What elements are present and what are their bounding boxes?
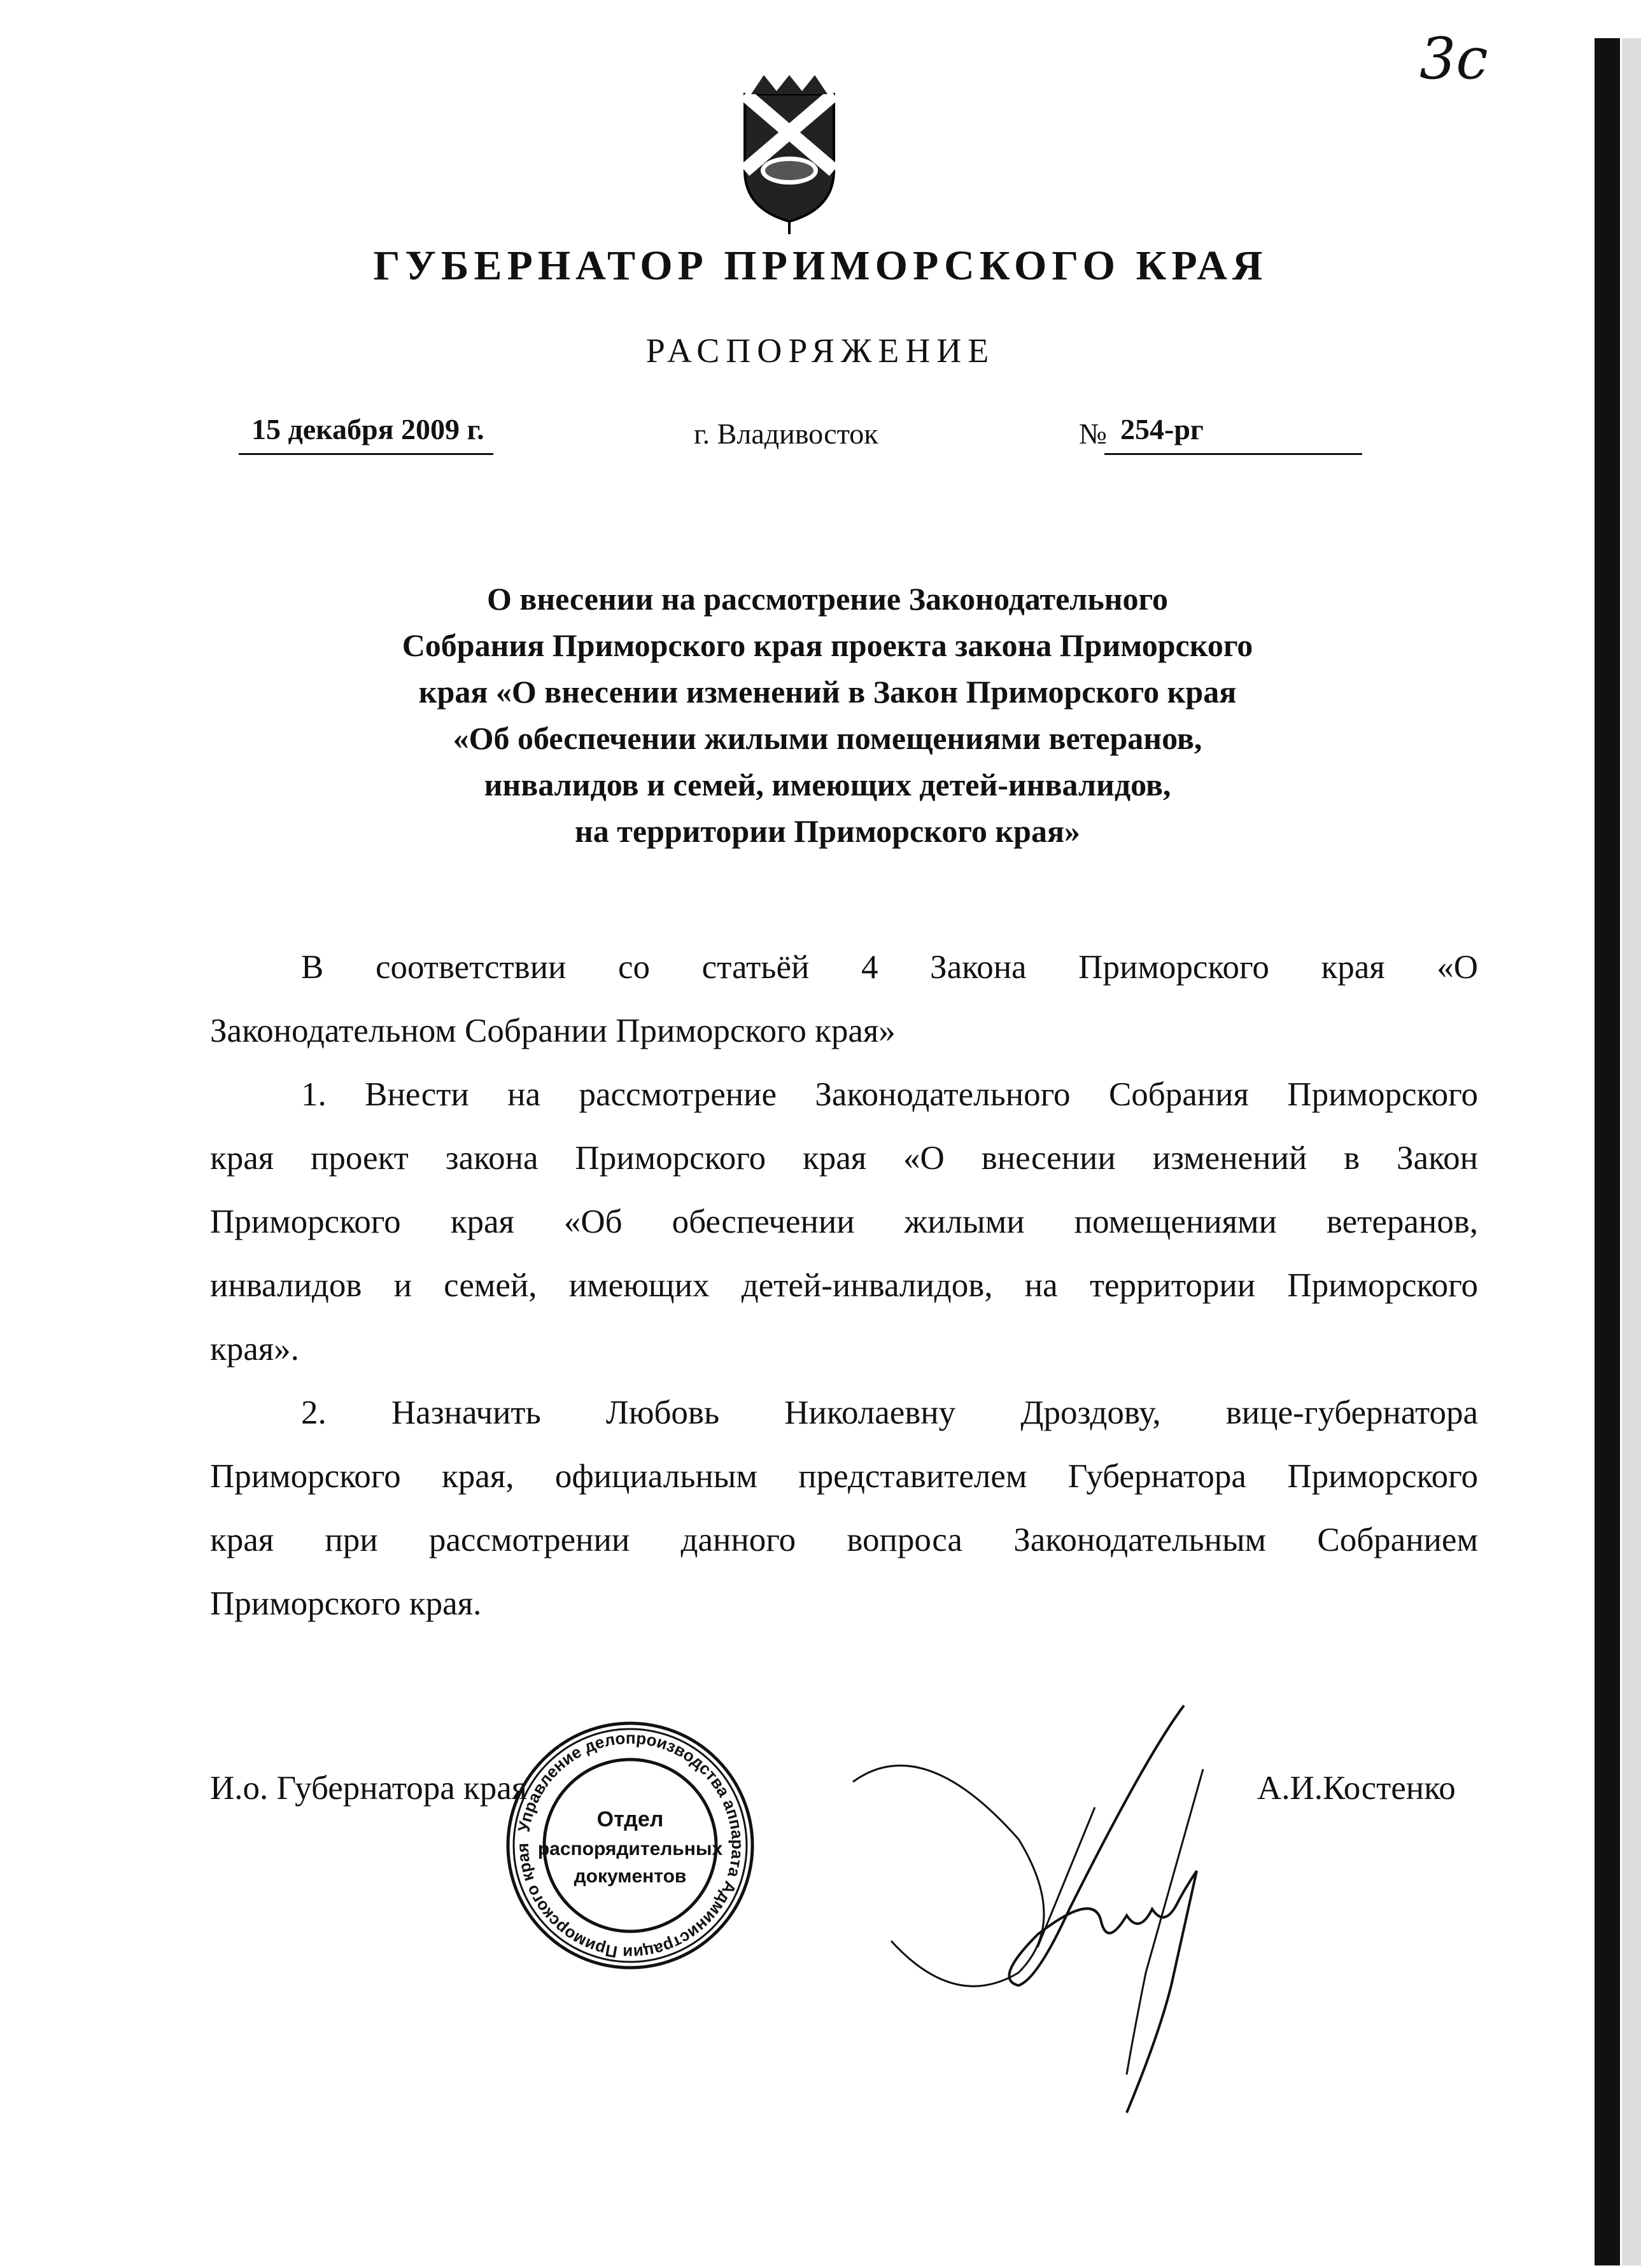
date-underline bbox=[239, 453, 493, 455]
handwritten-signature bbox=[828, 1680, 1273, 2125]
official-stamp bbox=[503, 1718, 757, 1973]
preamble-line: Законодательном Собрании Приморского края» bbox=[210, 1012, 896, 1049]
handwritten-page-note: 3с bbox=[1419, 25, 1488, 92]
heading-line: О внесении на рассмотрение Законодательного bbox=[486, 581, 1169, 617]
stamp-center-line: документов bbox=[574, 1866, 687, 1887]
stamp-center-line: распорядительных bbox=[537, 1838, 723, 1859]
number-underline bbox=[1104, 453, 1362, 455]
heading-line: Собрания Приморского края проекта закона Приморского bbox=[402, 627, 1253, 663]
item2-line: 2. Назначить Любовь Николаевну Дроздову, вице-губернатора bbox=[301, 1394, 1478, 1431]
heading-line: на территории Приморского края» bbox=[575, 813, 1080, 849]
issuer-title: ГУБЕРНАТОР ПРИМОРСКОГО КРАЯ bbox=[373, 242, 1268, 289]
item2-line: края при рассмотрении данного вопроса Законодательным Собранием bbox=[210, 1522, 1478, 1558]
item1-line: 1. Внести на рассмотрение Законодательного Собрания Приморского bbox=[301, 1076, 1478, 1113]
document-heading bbox=[242, 576, 1413, 855]
item1-line: края проект закона Приморского края «О внесении изменений в Закон bbox=[210, 1140, 1478, 1177]
heading-line: края «О внесении изменений в Закон Приморского края bbox=[418, 674, 1237, 710]
document-date: 15 декабря 2009 г. bbox=[251, 413, 484, 445]
signatory-name: А.И.Костенко bbox=[1257, 1770, 1456, 1807]
item2-line: Приморского края. bbox=[210, 1585, 482, 1622]
number-label: № bbox=[1079, 417, 1107, 450]
document-number: 254-рг bbox=[1120, 413, 1204, 445]
document-city: г. Владивосток bbox=[694, 417, 878, 450]
coat-of-arms-emblem bbox=[738, 75, 840, 234]
heading-line: инвалидов и семей, имеющих детей-инвалидов, bbox=[484, 767, 1171, 802]
stamp-outer-text: Управление делопроизводства аппарата Администрации Приморского края bbox=[512, 1728, 748, 1963]
item1-line: Приморского края «Об обеспечении жилыми помещениями ветеранов, bbox=[210, 1203, 1478, 1240]
scan-edge-border bbox=[1622, 38, 1641, 2265]
document-type: РАСПОРЯЖЕНИЕ bbox=[645, 332, 996, 370]
preamble-line: В соответствии со статьёй 4 Закона Приморского края «О bbox=[301, 949, 1478, 986]
item1-line: края». bbox=[210, 1331, 299, 1368]
signatory-position: И.о. Губернатора края bbox=[210, 1770, 528, 1807]
heading-line: «Об обеспечении жилыми помещениями ветеранов, bbox=[453, 720, 1202, 756]
stamp-center-line: Отдел bbox=[596, 1807, 664, 1831]
item2-line: Приморского края, официальным представителем Губернатора Приморского bbox=[210, 1458, 1478, 1495]
item1-line: инвалидов и семей, имеющих детей-инвалидов, на территории Приморского bbox=[210, 1267, 1478, 1304]
document-body bbox=[210, 935, 1478, 1635]
scan-edge-shadow bbox=[1595, 38, 1620, 2265]
